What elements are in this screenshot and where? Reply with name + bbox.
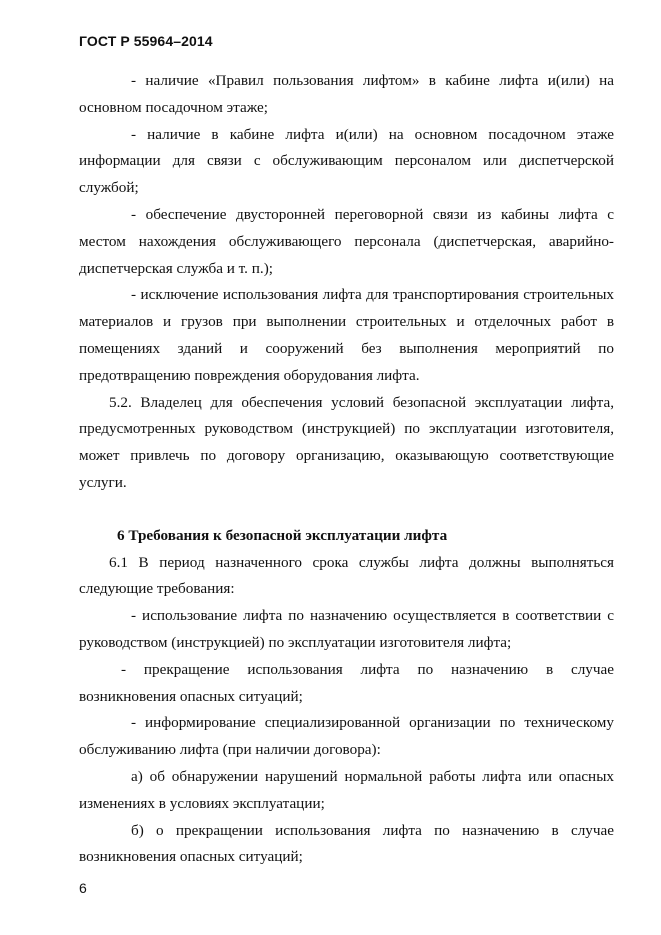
paragraph-clause-5-2: 5.2. Владелец для обеспечения условий безопасной эксплуатации лифта, предусмотренных руководством (инструкцией) по эксплуатации изготовителя, может привлечь по договору организацию, оказывающую соответствующие услуги.: [79, 393, 614, 491]
paragraph-contact-information: - наличие в кабине лифта и(или) на основном посадочном этаже информации для связи с обслуживающим персоналом или диспетчерской службой;: [79, 125, 614, 197]
paragraph-item-b: б) о прекращении использования лифта по назначению в случае возникновения опасных ситуаций;: [79, 821, 614, 866]
page-content: [79, 68, 614, 871]
page-number: 6: [79, 880, 87, 896]
paragraph-clause-6-1: 6.1 В период назначенного срока службы лифта должны выполняться следующие требования:: [79, 553, 614, 598]
standard-header: ГОСТ Р 55964–2014: [79, 33, 213, 49]
paragraph-stop-use: - прекращение использования лифта по назначению в случае возникновения опасных ситуаций;: [79, 660, 614, 705]
paragraph-rules-of-use: - наличие «Правил пользования лифтом» в кабине лифта и(или) на основном посадочном этаже;: [79, 72, 614, 116]
paragraph-two-way-communication: - обеспечение двусторонней переговорной связи из кабины лифта с местом нахождения обслуживающего персонала (диспетчерская, аварийно-диспетчерская служба и т. п.);: [79, 205, 614, 277]
paragraph-item-a: а) об обнаружении нарушений нормальной работы лифта или опасных изменениях в условиях эксплуатации;: [79, 767, 614, 812]
section-heading-6: 6 Требования к безопасной эксплуатации лифта: [117, 526, 448, 544]
paragraph-construction-cargo-exclusion: - исключение использования лифта для транспортирования строительных материалов и грузов при выполнении строительных и отделочных работ в помещениях зданий и сооружений без выполнения мероприятий по предотвращению повреждения оборудования лифта.: [79, 286, 614, 384]
paragraph-use-as-intended: - использование лифта по назначению осуществляется в соответствии с руководством (инструкцией) по эксплуатации изготовителя лифта;: [79, 607, 614, 651]
paragraph-notify-organization: - информирование специализированной организации по техническому обслуживанию лифта (при наличии договора):: [79, 714, 614, 759]
